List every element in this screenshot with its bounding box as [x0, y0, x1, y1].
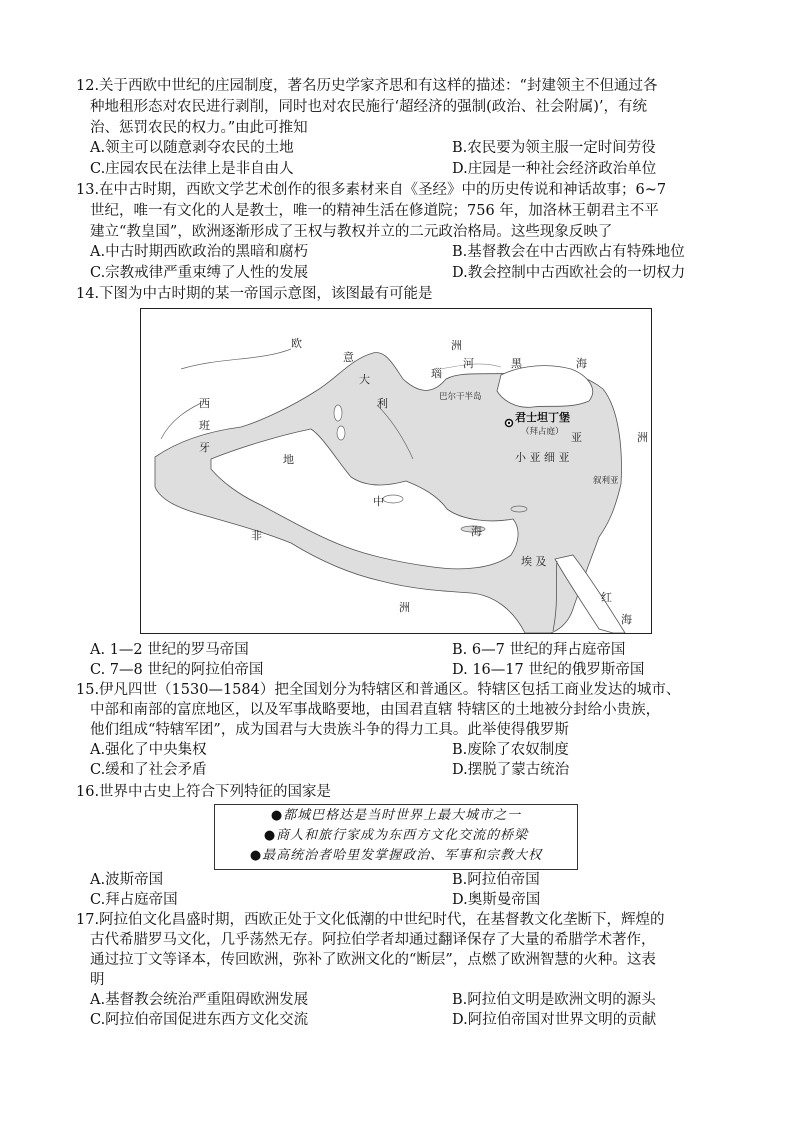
feature-box — [214, 804, 578, 870]
map-label: 埃 及 — [521, 555, 547, 568]
map-label: 牙 — [199, 441, 210, 454]
map-label: （拜占庭） — [521, 427, 564, 437]
question-stem-line: 通过拉丁文等译本，传回欧洲，弥补了欧洲文化的“断层”，点燃了欧洲智慧的火种。这表 — [90, 952, 656, 968]
option-a[interactable]: A.强化了中央集权 — [90, 742, 207, 758]
map-label: 西 — [199, 397, 210, 410]
map-label: 欧 — [291, 337, 302, 350]
map-label: 海 — [471, 525, 482, 538]
option-a[interactable]: A. 1—2 世纪的罗马帝国 — [90, 642, 249, 658]
option-d[interactable]: D.教会控制中古西欧社会的一切权力 — [452, 265, 686, 281]
question-stem-line: 明 — [90, 972, 105, 988]
question-stem-line: 建立“教皇国”，欧洲逐渐形成了王权与教权并立的二元政治格局。这些现象反映了 — [90, 224, 613, 240]
option-d[interactable]: D. 16—17 世纪的俄罗斯帝国 — [452, 662, 645, 678]
question-stem-line: 中部和南部的富庶地区，以及军事战略要地，由国君直辖 特辖区的土地被分封给小贵族， — [90, 702, 661, 718]
map-label: 地 — [283, 453, 294, 466]
map-label: 洲 — [399, 601, 410, 614]
empire-map — [140, 308, 652, 634]
map-label: 小 亚 细 亚 — [515, 451, 570, 464]
question-stem-line: 世纪，唯一有文化的人是教士，唯一的精神生活在修道院；756 年，加洛林王朝君主不平 — [90, 203, 659, 219]
option-a[interactable]: A.领主可以随意剥夺农民的土地 — [90, 140, 294, 156]
option-b[interactable]: B.阿拉伯帝国 — [452, 872, 540, 888]
map-label: 瑙 — [431, 367, 442, 380]
map-label: 中 — [373, 495, 384, 508]
map-label: 黑 — [511, 357, 522, 370]
map-label: 巴尔干半岛 — [439, 392, 482, 402]
map-label: 海 — [576, 357, 587, 370]
question-stem-line: 治、惩罚农民的权力。”由此可推知 — [90, 120, 308, 136]
option-a[interactable]: A.基督教会统治严重阻碍欧洲发展 — [90, 992, 309, 1008]
question-stem-line: 种地租形态对农民进行剥削，同时也对农民施行‘超经济的强制(政治、社会附属)’，有统 — [90, 99, 648, 115]
map-label: 君士坦丁堡 — [515, 411, 570, 424]
option-b[interactable]: B. 6—7 世纪的拜占庭帝国 — [452, 642, 626, 658]
feature-item: ●最高统治者哈里发掌握政治、军事和宗教大权 — [249, 848, 543, 863]
feature-item: ●商人和旅行家成为东西方文化交流的桥梁 — [263, 828, 529, 843]
map-label: 意 — [343, 351, 354, 364]
option-b[interactable]: B.农民要为领主服一定时间劳役 — [452, 140, 656, 156]
option-b[interactable]: B.废除了农奴制度 — [452, 742, 569, 758]
map-label: 洲 — [451, 339, 462, 352]
option-c[interactable]: C.拜占庭帝国 — [90, 892, 178, 908]
option-d[interactable]: D.庄园是一种社会经济政治单位 — [452, 161, 657, 177]
option-c[interactable]: C.阿拉伯帝国促进东西方文化交流 — [90, 1012, 309, 1028]
map-label: 亚 — [571, 431, 582, 444]
question-stem: 16.世界中古史上符合下列特征的国家是 — [76, 784, 332, 800]
option-d[interactable]: D.阿拉伯帝国对世界文明的贡献 — [452, 1012, 657, 1028]
question-stem-line: 13.在中古时期，西欧文学艺术创作的很多素材来自《圣经》中的历史传说和神话故事；6~7 — [76, 182, 667, 198]
map-label: 洲 — [637, 431, 648, 444]
option-a[interactable]: A.中古时期西欧政治的黑暗和腐朽 — [90, 244, 309, 260]
question-stem-line: 17.阿拉伯文化昌盛时期，西欧正处于文化低潮的中世纪时代，在基督教文化垄断下，辉煌的 — [76, 912, 665, 928]
question-stem-line: 古代希腊罗马文化，几乎荡然无存。阿拉伯学者却通过翻译保存了大量的希腊学术著作， — [90, 932, 656, 948]
map-label: 河 — [463, 357, 474, 370]
map-label: 叙利亚 — [593, 476, 619, 486]
option-c[interactable]: C. 7—8 世纪的阿拉伯帝国 — [90, 662, 264, 678]
option-a[interactable]: A.波斯帝国 — [90, 872, 164, 888]
question-stem-line: 15.伊凡四世（1530—1584）把全国划分为特辖区和普通区。特辖区包括工商业发达的城市、 — [76, 682, 681, 698]
map-label: 大 — [359, 373, 370, 386]
map-label: 非 — [251, 529, 262, 542]
option-d[interactable]: D.摆脱了蒙古统治 — [452, 762, 570, 778]
option-c[interactable]: C.宗教戒律严重束缚了人性的发展 — [90, 265, 309, 281]
question-stem-line: 12.关于西欧中世纪的庄园制度，著名历史学家齐思和有这样的描述：“封建领主不但通过各 — [76, 78, 658, 94]
question-stem: 14.下图为中古时期的某一帝国示意图，该图最有可能是 — [76, 286, 433, 302]
question-stem-line: 他们组成“特辖军团”，成为国君与大贵族斗争的得力工具。此举使得俄罗斯 — [90, 722, 569, 738]
feature-item: ●都城巴格达是当时世界上最大城市之一 — [270, 808, 522, 823]
map-label: 利 — [377, 397, 388, 410]
map-label: 红 — [601, 591, 612, 604]
option-d[interactable]: D.奥斯曼帝国 — [452, 892, 541, 908]
black-sea — [497, 366, 593, 408]
map-label: 海 — [621, 613, 632, 626]
option-c[interactable]: C.缓和了社会矛盾 — [90, 762, 207, 778]
map-label: 班 — [199, 419, 210, 432]
option-b[interactable]: B.阿拉伯文明是欧洲文明的源头 — [452, 992, 656, 1008]
option-c[interactable]: C.庄园农民在法律上是非自由人 — [90, 161, 294, 177]
option-b[interactable]: B.基督教会在中古西欧占有特殊地位 — [452, 244, 685, 260]
